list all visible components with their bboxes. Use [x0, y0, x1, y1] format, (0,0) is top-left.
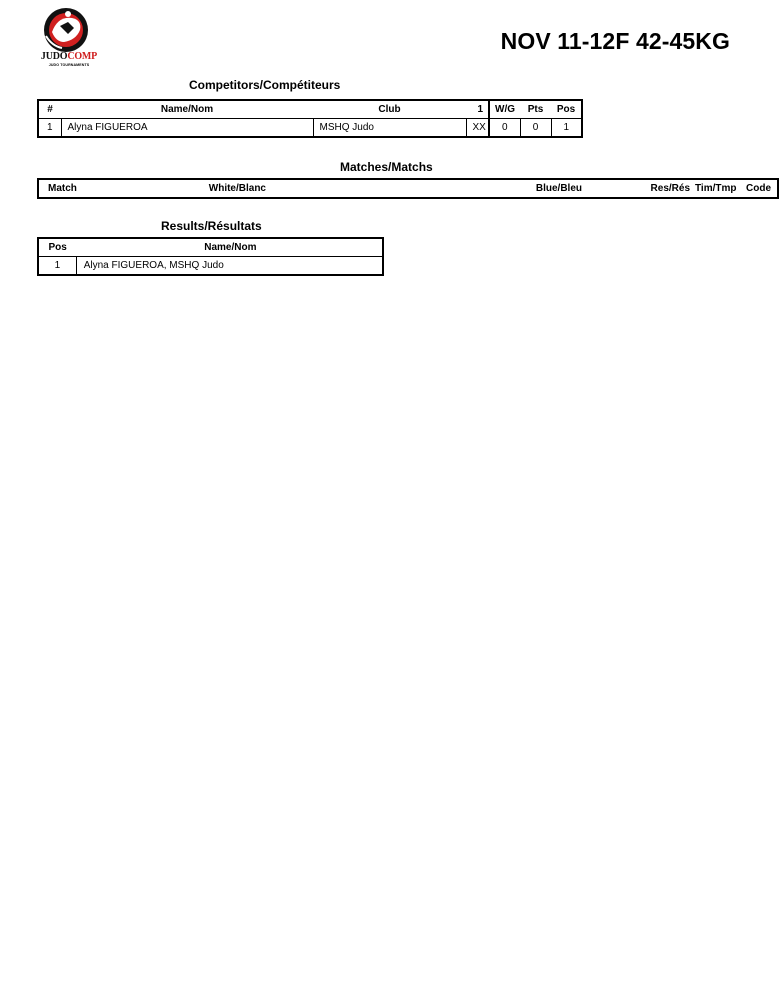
col-header-result-position: Pos [38, 238, 76, 257]
competitor-points: 0 [520, 119, 551, 138]
col-header-round1: 1 [466, 100, 489, 119]
judocomp-logo [38, 2, 100, 70]
competitors-section-title: Competitors/Compétiteurs [189, 78, 341, 92]
competitors-table [37, 99, 583, 138]
competitor-number: 1 [38, 119, 61, 138]
event-title: NOV 11-12F 42-45KG [500, 28, 730, 54]
result-row [38, 257, 383, 276]
col-header-time: Tim/Tmp [695, 183, 737, 194]
col-header-position: Pos [551, 100, 582, 119]
logo-wordmark [38, 52, 100, 62]
competitor-row [38, 119, 582, 138]
col-header-name: Name/Nom [61, 100, 313, 119]
logo-wordmark-part2: COMP [67, 51, 98, 62]
matches-section-title: Matches/Matchs [340, 160, 433, 174]
logo-wordmark-part1: JUDO [40, 51, 68, 62]
col-header-number: # [38, 100, 61, 119]
competitor-self-match-cell: XX [466, 119, 489, 138]
col-header-result: Res/Rés [650, 183, 690, 194]
col-header-blue: Blue/Bleu [535, 183, 582, 194]
col-header-points: Pts [520, 100, 551, 119]
col-header-result-name: Name/Nom [76, 238, 383, 257]
matches-header-row [38, 179, 778, 198]
results-section-title: Results/Résultats [161, 219, 262, 233]
col-header-code: Code [746, 183, 771, 194]
competitor-name: Alyna FIGUEROA [61, 119, 313, 138]
competitor-position: 1 [551, 119, 582, 138]
judo-emblem-icon [38, 2, 100, 54]
results-header-row [38, 238, 383, 257]
competitor-club: MSHQ Judo [313, 119, 466, 138]
result-position: 1 [38, 257, 76, 276]
competitor-wins: 0 [489, 119, 520, 138]
col-header-match: Match [48, 183, 77, 194]
result-name: Alyna FIGUEROA, MSHQ Judo [76, 257, 383, 276]
results-table [37, 237, 384, 276]
competitors-header-row [38, 100, 582, 119]
matches-table [37, 178, 779, 199]
col-header-club: Club [313, 100, 466, 119]
col-header-wins: W/G [489, 100, 520, 119]
col-header-white: White/Blanc [208, 183, 266, 194]
logo-tagline: JUDO TOURNAMENTS [48, 63, 90, 67]
